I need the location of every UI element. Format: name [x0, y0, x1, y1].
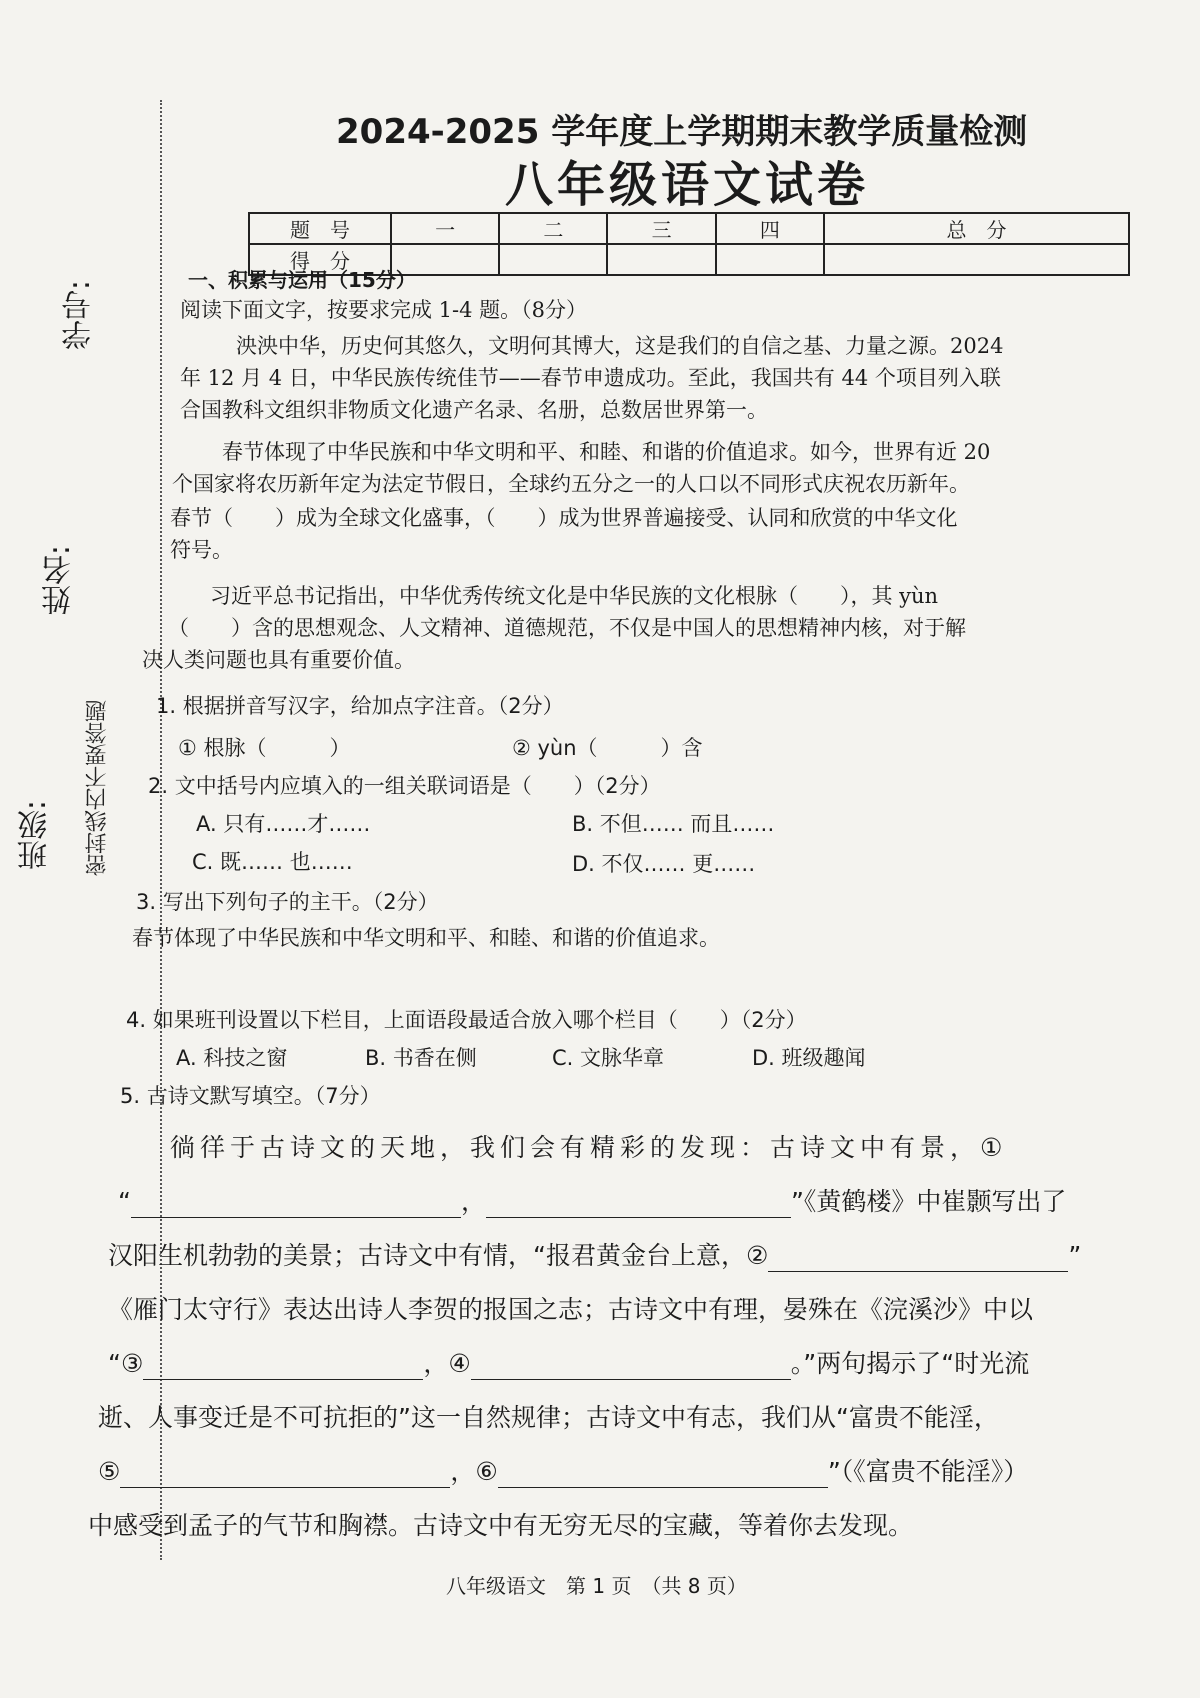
poem-line-7: ⑤ ，⑥ ”（《富贵不能淫》） — [98, 1457, 1029, 1486]
score-header-1: 一 — [391, 213, 499, 244]
section-heading: 一、积累与运用（15分） — [188, 268, 416, 292]
poem-line-1: 徜徉于古诗文的天地，我们会有精彩的发现：古诗文中有景，① — [170, 1133, 1008, 1162]
exam-title: 2024-2025 学年度上学期期末教学质量检测 — [336, 112, 1028, 152]
score-cell-total[interactable] — [824, 244, 1129, 275]
name-label: 姓名: — [42, 545, 77, 616]
question-4-option-c: C. 文脉华章 — [552, 1046, 665, 1070]
score-cell-4[interactable] — [716, 244, 824, 275]
question-5-prompt: 5. 古诗文默写填空。（7分） — [120, 1084, 381, 1108]
score-cell-3[interactable] — [607, 244, 715, 275]
poem-line-4: 《雁门太守行》表达出诗人李贺的报国之志；古诗文中有理，晏殊在《浣溪沙》中以 — [108, 1295, 1034, 1324]
question-2-option-b: B. 不但…… 而且…… — [572, 812, 775, 836]
answer-blank-3[interactable] — [143, 1355, 423, 1380]
score-header-3: 三 — [607, 213, 715, 244]
answer-blank-1a[interactable] — [131, 1193, 461, 1218]
answer-blank-1b[interactable] — [486, 1193, 791, 1218]
question-1-item-1: ① 根脉（ ） — [178, 736, 351, 760]
answer-blank-2[interactable] — [768, 1247, 1068, 1272]
student-id-label: 学号: — [62, 280, 97, 351]
page-footer: 八年级语文 第 1 页 （共 8 页） — [446, 1574, 747, 1598]
poem-line-3: 汉阳生机勃勃的美景；古诗文中有情，“报君黄金台上意，② ” — [108, 1241, 1082, 1270]
score-row-label: 得 分 — [249, 244, 391, 275]
passage-line: 决人类问题也具有重要价值。 — [142, 648, 415, 672]
passage-line: （ ）含的思想观念、人文精神、道德规范，不仅是中国人的思想精神内核，对于解 — [168, 616, 966, 640]
score-header-label: 题 号 — [249, 213, 391, 244]
passage-line: 习近平总书记指出，中华优秀传统文化是中华民族的文化根脉（ ），其 yùn — [210, 584, 939, 608]
seal-line — [160, 100, 162, 1560]
answer-blank-6[interactable] — [498, 1463, 828, 1488]
poem-line-5: “③ ，④ 。”两句揭示了“时光流 — [108, 1349, 1030, 1378]
question-4-prompt: 4. 如果班刊设置以下栏目，上面语段最适合放入哪个栏目（ ）（2分） — [126, 1008, 807, 1032]
score-header-2: 二 — [499, 213, 607, 244]
question-2-option-a: A. 只有……才…… — [196, 812, 371, 836]
passage-line: 春节体现了中华民族和中华文明和平、和睦、和谐的价值追求。如今，世界有近 20 — [222, 440, 991, 464]
poem-line-2: “ ， ”《黄鹤楼》中崔颢写出了 — [118, 1187, 1067, 1216]
passage-line: 合国教科文组织非物质文化遗产名录、名册，总数居世界第一。 — [180, 398, 768, 422]
passage-line: 个国家将农历新年定为法定节假日，全球约五分之一的人口以不同形式庆祝农历新年。 — [172, 472, 970, 496]
paper-title: 八年级语文试卷 — [505, 157, 870, 213]
class-label: 班级: — [18, 800, 53, 871]
seal-line-notice: 密封线内不要答题 — [85, 700, 110, 876]
question-4-option-d: D. 班级趣闻 — [752, 1046, 866, 1070]
score-header-4: 四 — [716, 213, 824, 244]
answer-blank-4[interactable] — [471, 1355, 791, 1380]
answer-blank-5[interactable] — [120, 1463, 450, 1488]
score-header-total: 总 分 — [824, 213, 1129, 244]
question-4-option-a: A. 科技之窗 — [176, 1046, 288, 1070]
passage-line: 泱泱中华，历史何其悠久，文明何其博大，这是我们的自信之基、力量之源。2024 — [236, 334, 1004, 358]
passage-line: 符号。 — [170, 538, 233, 562]
score-cell-2[interactable] — [499, 244, 607, 275]
question-3-prompt: 3. 写出下列句子的主干。（2分） — [136, 890, 439, 914]
passage-line: 春节（ ）成为全球文化盛事，（ ）成为世界普遍接受、认同和欣赏的中华文化 — [170, 506, 958, 530]
reading-instruction: 阅读下面文字，按要求完成 1-4 题。（8分） — [180, 298, 588, 322]
question-3-sentence: 春节体现了中华民族和中华文明和平、和睦、和谐的价值追求。 — [132, 926, 720, 950]
question-1-item-2: ② yùn（ ）含 — [512, 736, 703, 760]
question-1-prompt: 1. 根据拼音写汉字，给加点字注音。（2分） — [156, 694, 564, 718]
question-2-prompt: 2. 文中括号内应填入的一组关联词语是（ ）（2分） — [148, 774, 661, 798]
question-2-option-c: C. 既…… 也…… — [192, 850, 353, 874]
question-4-option-b: B. 书香在侧 — [365, 1046, 477, 1070]
poem-line-6: 逝、人事变迁是不可抗拒的”这一自然规律；古诗文中有志，我们从“富贵不能淫， — [98, 1403, 999, 1432]
passage-line: 年 12 月 4 日，中华民族传统佳节——春节申遗成功。至此，我国共有 44 个项目列入联 — [180, 366, 1001, 390]
poem-line-8: 中感受到孟子的气节和胸襟。古诗文中有无穷无尽的宝藏，等着你去发现。 — [88, 1511, 914, 1540]
question-2-option-d: D. 不仅…… 更…… — [572, 852, 756, 876]
